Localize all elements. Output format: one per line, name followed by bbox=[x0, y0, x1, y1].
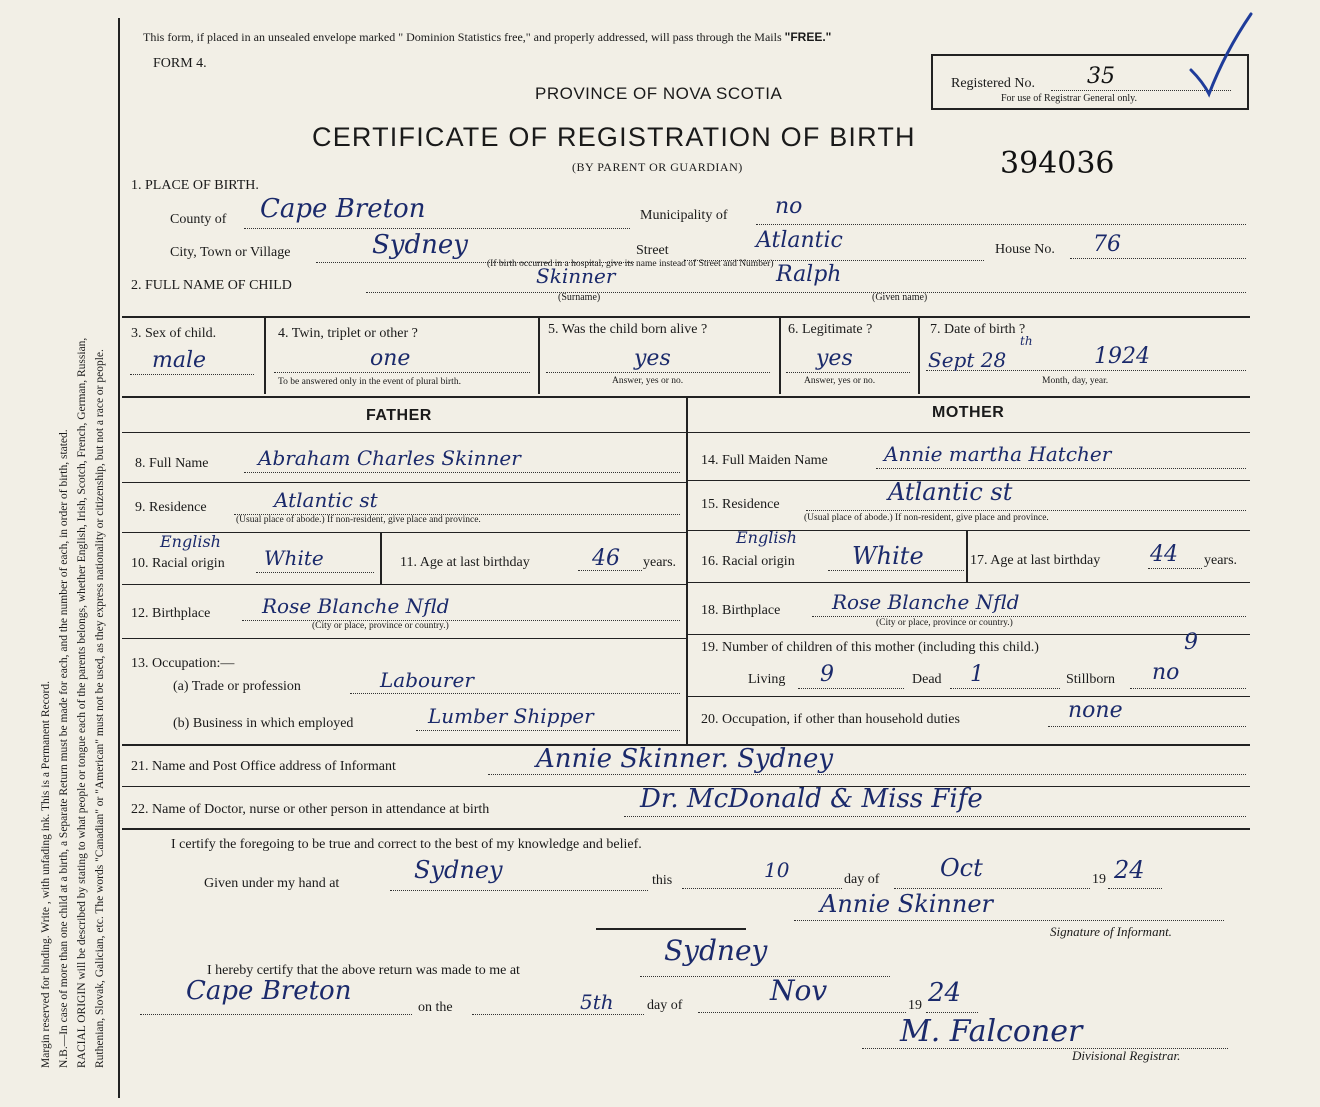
father-trade-label: (a) Trade or profession bbox=[173, 679, 301, 694]
father-age-value: 46 bbox=[592, 546, 620, 571]
mother-residence-note: (Usual place of abode.) If non-resident, give place and province. bbox=[804, 513, 1049, 523]
hospital-note: (If birth occurred in a hospital, give its name instead of Street and Number) bbox=[487, 259, 774, 269]
living-value: 9 bbox=[820, 662, 834, 687]
mother-occupation-value: none bbox=[1068, 698, 1123, 723]
mother-age-unit: years. bbox=[1204, 553, 1238, 568]
father-trade-value: Labourer bbox=[380, 668, 474, 692]
born-alive-label: 5. Was the child born alive ? bbox=[548, 322, 708, 337]
county-value: Cape Breton bbox=[260, 194, 426, 224]
stillborn-label: Stillborn bbox=[1066, 672, 1116, 687]
stillborn-value: no bbox=[1152, 660, 1180, 685]
twin-value: one bbox=[370, 346, 411, 371]
sex-value: male bbox=[152, 348, 207, 373]
registrar-place-value: Sydney bbox=[664, 934, 768, 967]
city-value: Sydney bbox=[372, 230, 468, 260]
date-of-birth-year: 1924 bbox=[1094, 344, 1150, 369]
mother-heading: MOTHER bbox=[932, 404, 1005, 421]
informant-signature: Annie Skinner bbox=[820, 890, 994, 918]
registered-label: Registered No. bbox=[951, 76, 1035, 91]
informant-signature-caption: Signature of Informant. bbox=[1050, 924, 1172, 939]
child-given-name-value: Ralph bbox=[776, 262, 842, 287]
sex-label: 3. Sex of child. bbox=[131, 326, 217, 341]
free-label: "FREE." bbox=[784, 30, 832, 44]
margin-frame-line bbox=[118, 18, 120, 1098]
doctor-value: Dr. McDonald & Miss Fife bbox=[640, 784, 983, 814]
legitimate-label: 6. Legitimate ? bbox=[788, 322, 873, 337]
registrar-day-of-label: day of bbox=[647, 998, 683, 1013]
mother-occupation-label: 20. Occupation, if other than household duties bbox=[701, 712, 960, 727]
father-racial-prefix: English bbox=[160, 532, 221, 551]
certification-statement: I certify the foregoing to be true and correct to the best of my knowledge and belief. bbox=[171, 837, 642, 852]
mother-children-label: 19. Number of children of this mother (including this child.) bbox=[701, 640, 1039, 655]
margin-note-1: Margin reserved for binding. Write , with unfading ink. This is a Permanent Record. bbox=[40, 681, 52, 1068]
father-age-unit: years. bbox=[643, 555, 677, 570]
father-birthplace-label: 12. Birthplace bbox=[131, 606, 211, 621]
father-heading: FATHER bbox=[366, 407, 432, 424]
certificate-subtitle: (BY PARENT OR GUARDIAN) bbox=[572, 160, 743, 174]
certificate-title: CERTIFICATE OF REGISTRATION OF BIRTH bbox=[312, 122, 916, 152]
mother-residence-label: 15. Residence bbox=[701, 497, 780, 512]
father-residence-value: Atlantic st bbox=[274, 488, 378, 512]
city-label: City, Town or Village bbox=[170, 245, 291, 260]
father-racial-value: White bbox=[264, 546, 324, 570]
informant-label: 21. Name and Post Office address of Informant bbox=[131, 759, 396, 774]
registrar-statement: I hereby certify that the above return was made to me at bbox=[207, 963, 520, 978]
municipality-label: Municipality of bbox=[640, 208, 728, 223]
legitimate-note: Answer, yes or no. bbox=[804, 376, 876, 386]
father-business-label: (b) Business in which employed bbox=[173, 716, 354, 731]
street-value: Atlantic bbox=[756, 228, 843, 253]
date-of-birth-note: Month, day, year. bbox=[1042, 376, 1109, 386]
dead-label: Dead bbox=[912, 672, 942, 687]
date-of-birth-suffix: th bbox=[1020, 334, 1033, 348]
doctor-label: 22. Name of Doctor, nurse or other person in attendance at birth bbox=[131, 802, 490, 817]
house-number-label: House No. bbox=[995, 242, 1055, 257]
binding-margin bbox=[0, 0, 118, 1107]
father-occupation-label: 13. Occupation:— bbox=[131, 656, 235, 671]
registrar-signature: M. Falconer bbox=[900, 1014, 1083, 1049]
registrar-year-prefix: 19 bbox=[908, 998, 922, 1013]
municipality-value: no bbox=[775, 194, 803, 219]
date-of-birth-label: 7. Date of birth ? bbox=[930, 322, 1026, 337]
mother-age-label: 17. Age at last birthday bbox=[970, 553, 1101, 568]
mother-birthplace-label: 18. Birthplace bbox=[701, 603, 781, 618]
stamped-number: 394036 bbox=[1000, 146, 1115, 181]
twin-label: 4. Twin, triplet or other ? bbox=[278, 326, 418, 341]
check-mark-icon bbox=[1185, 8, 1255, 98]
registrar-month-value: Nov bbox=[770, 974, 828, 1007]
father-birthplace-note: (City or place, province or country.) bbox=[312, 621, 449, 631]
registrar-note: For use of Registrar General only. bbox=[1001, 93, 1137, 104]
place-of-birth-label: 1. PLACE OF BIRTH. bbox=[131, 178, 259, 193]
given-under-hand-label: Given under my hand at bbox=[204, 876, 340, 891]
mother-name-value: Annie martha Hatcher bbox=[884, 442, 1112, 466]
mother-residence-value: Atlantic st bbox=[888, 478, 1013, 506]
mother-birthplace-note: (City or place, province or country.) bbox=[876, 618, 1013, 628]
father-residence-label: 9. Residence bbox=[135, 500, 207, 515]
county-label: County of bbox=[170, 212, 227, 227]
cert-month-value: Oct bbox=[940, 854, 983, 882]
margin-note-3: RACIAL ORIGIN will be described by stating to what people or tongue each of the parents belongs, whether English, Irish, Scotch, French, German, Russian, bbox=[76, 337, 88, 1068]
this-label: this bbox=[652, 873, 673, 888]
registrar-year-value: 24 bbox=[928, 978, 962, 1008]
registrar-on-the-label: on the bbox=[418, 1000, 453, 1015]
cert-year-value: 24 bbox=[1114, 856, 1145, 884]
mailing-notice-text: This form, if placed in an unsealed envelope marked " Dominion Statistics free," and properly addressed, will pass through the Mails bbox=[143, 30, 782, 44]
given-name-caption: (Given name) bbox=[872, 292, 928, 303]
registrar-signature-caption: Divisional Registrar. bbox=[1072, 1048, 1181, 1063]
father-birthplace-value: Rose Blanche Nfld bbox=[262, 594, 450, 618]
legitimate-value: yes bbox=[816, 346, 853, 371]
mother-age-value: 44 bbox=[1150, 542, 1178, 567]
registered-value: 35 bbox=[1087, 64, 1115, 89]
child-surname-value: Skinner bbox=[536, 264, 616, 288]
twin-note: To be answered only in the event of plural birth. bbox=[278, 377, 461, 387]
father-age-label: 11. Age at last birthday bbox=[400, 555, 530, 570]
province-heading: PROVINCE OF NOVA SCOTIA bbox=[535, 84, 783, 103]
margin-note-2: N.B.—In case of more than one child at a birth, a Separate Return must be made for each, and the number of each, in order of birth, stated. bbox=[58, 429, 70, 1068]
margin-note-4: Ruthenian, Slovak, Galician, etc. The words "Canadian" or "American" must not be used, as they express nationality or citizenship, but not a race or people. bbox=[94, 349, 106, 1068]
given-place-value: Sydney bbox=[414, 856, 503, 884]
mother-racial-label: 16. Racial origin bbox=[701, 554, 795, 569]
mother-name-label: 14. Full Maiden Name bbox=[701, 453, 828, 468]
father-name-label: 8. Full Name bbox=[135, 456, 209, 471]
cert-day-value: 10 bbox=[764, 858, 790, 882]
informant-value: Annie Skinner. Sydney bbox=[536, 744, 834, 774]
child-name-label: 2. FULL NAME OF CHILD bbox=[131, 278, 292, 293]
form-number: FORM 4. bbox=[153, 56, 207, 71]
living-label: Living bbox=[748, 672, 786, 687]
mother-racial-value: White bbox=[852, 542, 924, 570]
surname-caption: (Surname) bbox=[558, 292, 601, 303]
mother-racial-prefix: English bbox=[736, 528, 797, 547]
father-business-value: Lumber Shipper bbox=[428, 704, 594, 728]
dead-value: 1 bbox=[970, 662, 984, 687]
street-label: Street bbox=[636, 243, 669, 258]
born-alive-value: yes bbox=[634, 346, 671, 371]
cert-day-of-label: day of bbox=[844, 872, 880, 887]
mother-children-value: 9 bbox=[1184, 630, 1198, 655]
father-racial-label: 10. Racial origin bbox=[131, 556, 225, 571]
house-number-value: 76 bbox=[1093, 232, 1121, 257]
father-name-value: Abraham Charles Skinner bbox=[258, 446, 521, 470]
date-of-birth-value: Sept 28 bbox=[928, 348, 1007, 372]
born-alive-note: Answer, yes or no. bbox=[612, 376, 684, 386]
cert-year-prefix: 19 bbox=[1092, 872, 1106, 887]
father-residence-note: (Usual place of abode.) If non-resident, give place and province. bbox=[236, 515, 481, 525]
registrar-day-value: 5th bbox=[580, 990, 614, 1014]
mother-birthplace-value: Rose Blanche Nfld bbox=[832, 590, 1020, 614]
registrar-county-value: Cape Breton bbox=[186, 976, 352, 1006]
mailing-notice bbox=[143, 30, 831, 45]
